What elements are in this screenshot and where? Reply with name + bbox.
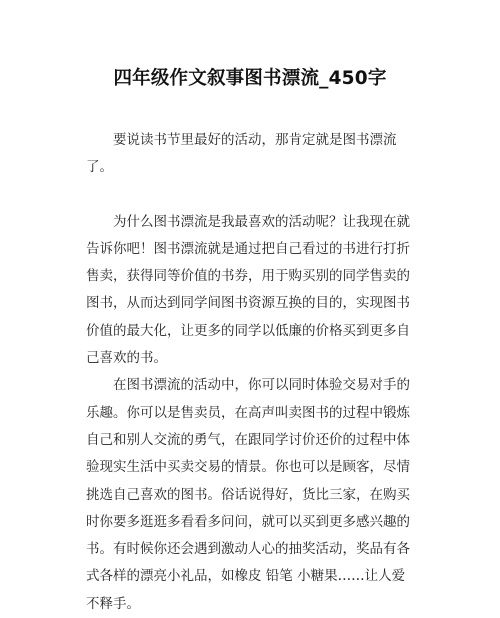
document-body [86, 127, 416, 618]
paragraph-intro: 要说读书节里最好的活动，那肯定就是图书漂流了。 [86, 132, 397, 176]
document-title: 四年级作文叙事图书漂流_450字 [113, 68, 387, 89]
paragraph-what-is-book-drifting: 为什么图书漂流是我最喜欢的活动呢？让我现在就告诉你吧！图书漂流就是通过把自己看过的书进行打折售卖，获得同等价值的书券，用于购买别的同学售卖的图书，从而达到同学间图书资源互换的目的，实现图书价值的最大化，让更多的同学以低廉的价格买到更多自己喜欢的书。 [86, 213, 410, 367]
paragraph-activity-experience: 在图书漂流的活动中，你可以同时体验交易对手的乐趣。你可以是售卖员，在高声叫卖图书的过程中锻炼自己和别人交流的勇气，在跟同学讨价还价的过程中体验现实生活中买卖交易的情景。你也可以是顾客，尽情挑选自己喜欢的图书。俗话说得好，货比三家，在购买时你要多逛逛多看看多问问，就可以买到更多感兴趣的书。有时候你还会遇到激动人心的抽奖活动，奖品有各式各样的漂亮小礼品，如橡皮 铅笔 小糖果……让人爱不释手。 [86, 377, 410, 612]
